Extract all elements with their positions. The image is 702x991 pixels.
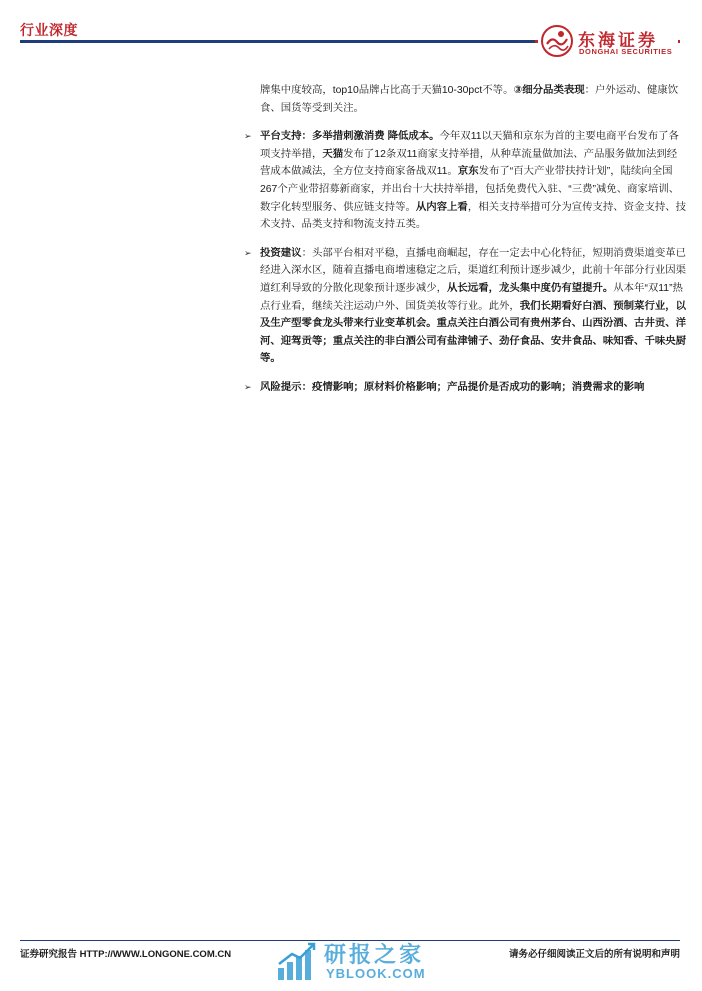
investment-label: 投资建议	[260, 247, 302, 259]
report-body	[244, 82, 686, 397]
donghai-logo	[538, 24, 678, 58]
continuation-bold: ③细分品类表现	[513, 85, 585, 96]
watermark-text-cn: 研报之家	[324, 942, 425, 967]
bullet-arrow-icon: ➢	[244, 131, 252, 142]
footer-left-text: 证券研究报告 HTTP://WWW.LONGONE.COM.CN	[20, 949, 232, 960]
platform-support-item	[244, 128, 686, 234]
logo-mark-icon	[540, 24, 574, 58]
continuation-text-1: 牌集中度较高，top10品牌占比高于天猫10-30pct不等。	[260, 85, 514, 96]
investment-text-2: 从本年“双11”热点行业看，继续关注运动户外、国货美妆等行业。此外，	[260, 282, 683, 312]
continuation-text-2: ：户外运动、健康饮食、国货等受到关注。	[260, 85, 679, 114]
platform-content-lead: 从内容上看	[415, 201, 468, 213]
logo-text-en: DONGHAI SECURITIES	[579, 47, 673, 56]
risk-label: 风险提示	[260, 381, 302, 393]
risk-warning-item	[244, 379, 686, 397]
platform-headline: 多举措刺激消费 降低成本。	[311, 131, 440, 143]
footer-disclaimer: 请务必仔细阅读正文后的所有说明和声明	[508, 949, 680, 960]
platform-text-2: 发布了12条双11商家支持举措，从种草流量做加法、产品服务做加法到经营成本做减法，全方位支持商家备战双11。	[260, 148, 678, 178]
risk-text: ：疫情影响；原材料价格影响；产品提价是否成功的影响；消费需求的影响	[301, 381, 645, 393]
bullet-arrow-icon: ➢	[244, 247, 252, 258]
watermark	[276, 936, 456, 988]
investment-text-1: ：头部平台相对平稳，直播电商崛起，存在一定去中心化特征，短期消费渠道变革已经进入深水区，随着直播电商增速稳定之后，渠道红利预计逐步减少，此前十年部分行业因渠道红利导致的分散化现象预计逐步减少，	[260, 247, 687, 294]
platform-jd: 京东	[457, 166, 479, 178]
investment-bold-1: 从长远看，龙头集中度仍有望提升。	[447, 282, 614, 294]
investment-bold-2: 我们长期看好白酒、预制菜行业，以及生产型零食龙头带来行业变革机会。重点关注白酒公司有贵州茅台、山西汾酒、古井贡、洋河、迎驾贡等；重点关注的非白酒公司有盐津铺子、劲仔食品、安井食品、味知香、千味央厨等。	[260, 300, 687, 365]
section-title: 行业深度	[20, 22, 78, 38]
bar-chart-arrow-icon	[276, 940, 318, 982]
platform-tmall: 天猫	[322, 148, 344, 160]
platform-text-1: 今年双11以天猫和京东为首的主要电商平台发布了各项支持举措，	[260, 131, 679, 160]
watermark-text-en: YBLOOK.COM	[326, 966, 426, 981]
investment-advice-item	[244, 245, 686, 368]
platform-text-3: 发布了“百大产业带扶持计划”，陆续向全国267个产业带招募新商家，并出台十大扶持举措，包括免费代入驻、“三费”减免、商家培训、数字化转型服务、供应链支持等。	[260, 166, 680, 213]
logo-text-cn: 东海证券	[578, 31, 658, 50]
platform-text-4: ，相关支持举措可分为宣传支持、资金支持、技术支持、品类支持和物流支持五类。	[260, 201, 687, 231]
bullet-arrow-icon: ➢	[244, 381, 252, 392]
continuation-paragraph	[260, 82, 686, 117]
platform-label: 平台支持：	[260, 131, 312, 143]
header-rule	[20, 40, 535, 43]
